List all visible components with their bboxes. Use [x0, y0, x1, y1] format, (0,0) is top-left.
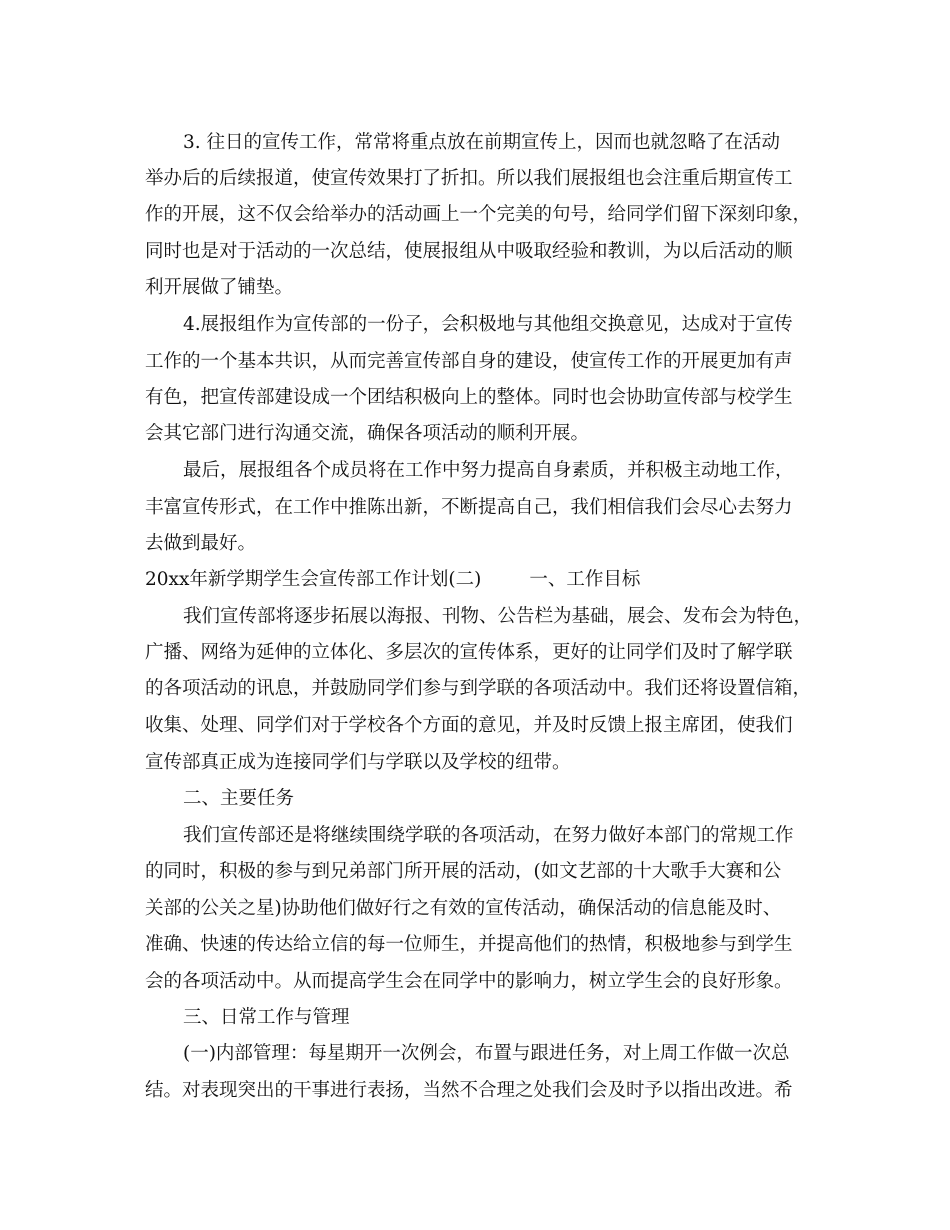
paragraph-3-line-5: 利开展做了铺垫。: [145, 277, 294, 298]
section-2-heading: 二、主要任务: [183, 788, 295, 809]
paragraph-4-line-4: 会其它部门进行沟通交流，确保各项活动的顺利开展。: [145, 423, 590, 444]
paragraph-4-line-3: 有色，把宣传部建设成一个团结积极向上的整体。同时也会协助宣传部与校学生: [145, 387, 793, 408]
goal-line-4: 收集、处理、同学们对于学校各个方面的意见，并及时反馈上报主席团，使我们: [145, 715, 793, 736]
tasks-line-2: 的同时，积极的参与到兄弟部门所开展的活动，(如文艺部的十大歌手大赛和公: [145, 861, 782, 882]
paragraph-4-line-2: 工作的一个基本共识，从而完善宣传部自身的建设，使宣传工作的开展更加有声: [145, 351, 793, 372]
goal-line-2: 广播、网络为延伸的立体化、多层次的宣传体系，更好的让同学们及时了解学联: [145, 642, 793, 663]
paragraph-3-line-2: 举办后的后续报道，使宣传效果打了折扣。所以我们展报组也会注重后期宣传工: [145, 168, 793, 189]
section-3-heading: 三、日常工作与管理: [183, 1007, 350, 1028]
paragraph-4-line-1: 4.展报组作为宣传部的一份子，会积极地与其他组交换意见，达成对于宣传: [183, 314, 793, 335]
internal-line-1: (一)内部管理：每星期开一次例会，布置与跟进任务，对上周工作做一次总: [183, 1043, 790, 1064]
paragraph-3-line-3: 作的开展，这不仅会给举办的活动画上一个完美的句号，给同学们留下深刻印象，: [145, 204, 812, 225]
document-title: 20xx年新学期学生会宣传部工作计划(二): [145, 569, 482, 590]
final-paragraph-line-3: 去做到最好。: [145, 533, 257, 554]
paragraph-3-line-4: 同时也是对于活动的一次总结，使展报组从中吸取经验和教训，为以后活动的顺: [145, 241, 793, 262]
tasks-line-1: 我们宣传部还是将继续围绕学联的各项活动，在努力做好本部门的常规工作: [183, 825, 794, 846]
paragraph-3-line-1: 3. 往日的宣传工作，常常将重点放在前期宣传上，因而也就忽略了在活动: [183, 132, 781, 153]
section-1-heading: 一、工作目标: [529, 569, 641, 590]
goal-line-3: 的各项活动的讯息，并鼓励同学们参与到学联的各项活动中。我们还将设置信箱，: [145, 678, 812, 699]
goal-line-5: 宣传部真正成为连接同学们与学联以及学校的纽带。: [145, 752, 571, 773]
tasks-line-4: 准确、快速的传达给立信的每一位师生，并提高他们的热情，积极地参与到学生: [145, 934, 793, 955]
tasks-line-3: 关部的公关之星)协助他们做好行之有效的宣传活动，确保活动的信息能及时、: [145, 898, 782, 919]
document-title-line: [145, 568, 825, 592]
goal-line-1: 我们宣传部将逐步拓展以海报、刊物、公告栏为基础，展会、发布会为特色，: [183, 606, 813, 627]
final-paragraph-line-2: 丰富宣传形式，在工作中推陈出新，不断提高自己，我们相信我们会尽心去努力: [145, 497, 793, 518]
tasks-line-5: 会的各项活动中。从而提高学生会在同学中的影响力，树立学生会的良好形象。: [145, 971, 793, 992]
internal-line-2: 结。对表现突出的干事进行表扬，当然不合理之处我们会及时予以指出改进。希: [145, 1080, 793, 1101]
final-paragraph-line-1: 最后，展报组各个成员将在工作中努力提高自身素质，并积极主动地工作，: [183, 460, 794, 481]
